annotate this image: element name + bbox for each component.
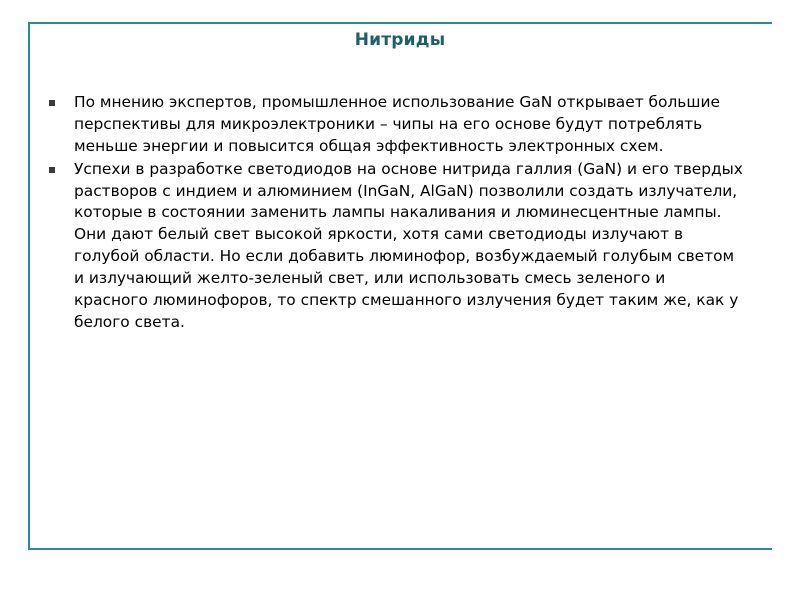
list-item [44, 159, 744, 334]
top-divider [28, 22, 772, 24]
square-bullet-icon [49, 167, 55, 173]
content-body [44, 92, 744, 335]
square-bullet-icon [49, 100, 55, 106]
page-title: Нитриды [354, 30, 446, 50]
list-item [44, 92, 744, 158]
list-item-text: Успехи в разработке светодиодов на основе нитрида галлия (GaN) и его твердых растворов с индием и алюминием (InGaN, AlGaN) позволили создать излучатели, которые в состоянии заменить лампы накаливания и люминесцентные лампы. Они дают белый свет высокой яркости, хотя сами светодиоды излучают в голубой области. Но если добавить люминофор, возбуждаемый голубым светом и излучающий желто-зеленый свет, или использовать смесь зеленого и красного люминофоров, то спектр смешанного излучения будет таким же, как у белого света. [74, 159, 743, 331]
list-item-text: По мнению экспертов, промышленное использование GaN открывает большие перспективы для микроэлектроники – чипы на его основе будут потреблять меньше энергии и повысится общая эффективность электронных схем. [74, 93, 720, 155]
bottom-divider [28, 548, 772, 550]
left-divider [28, 22, 30, 550]
